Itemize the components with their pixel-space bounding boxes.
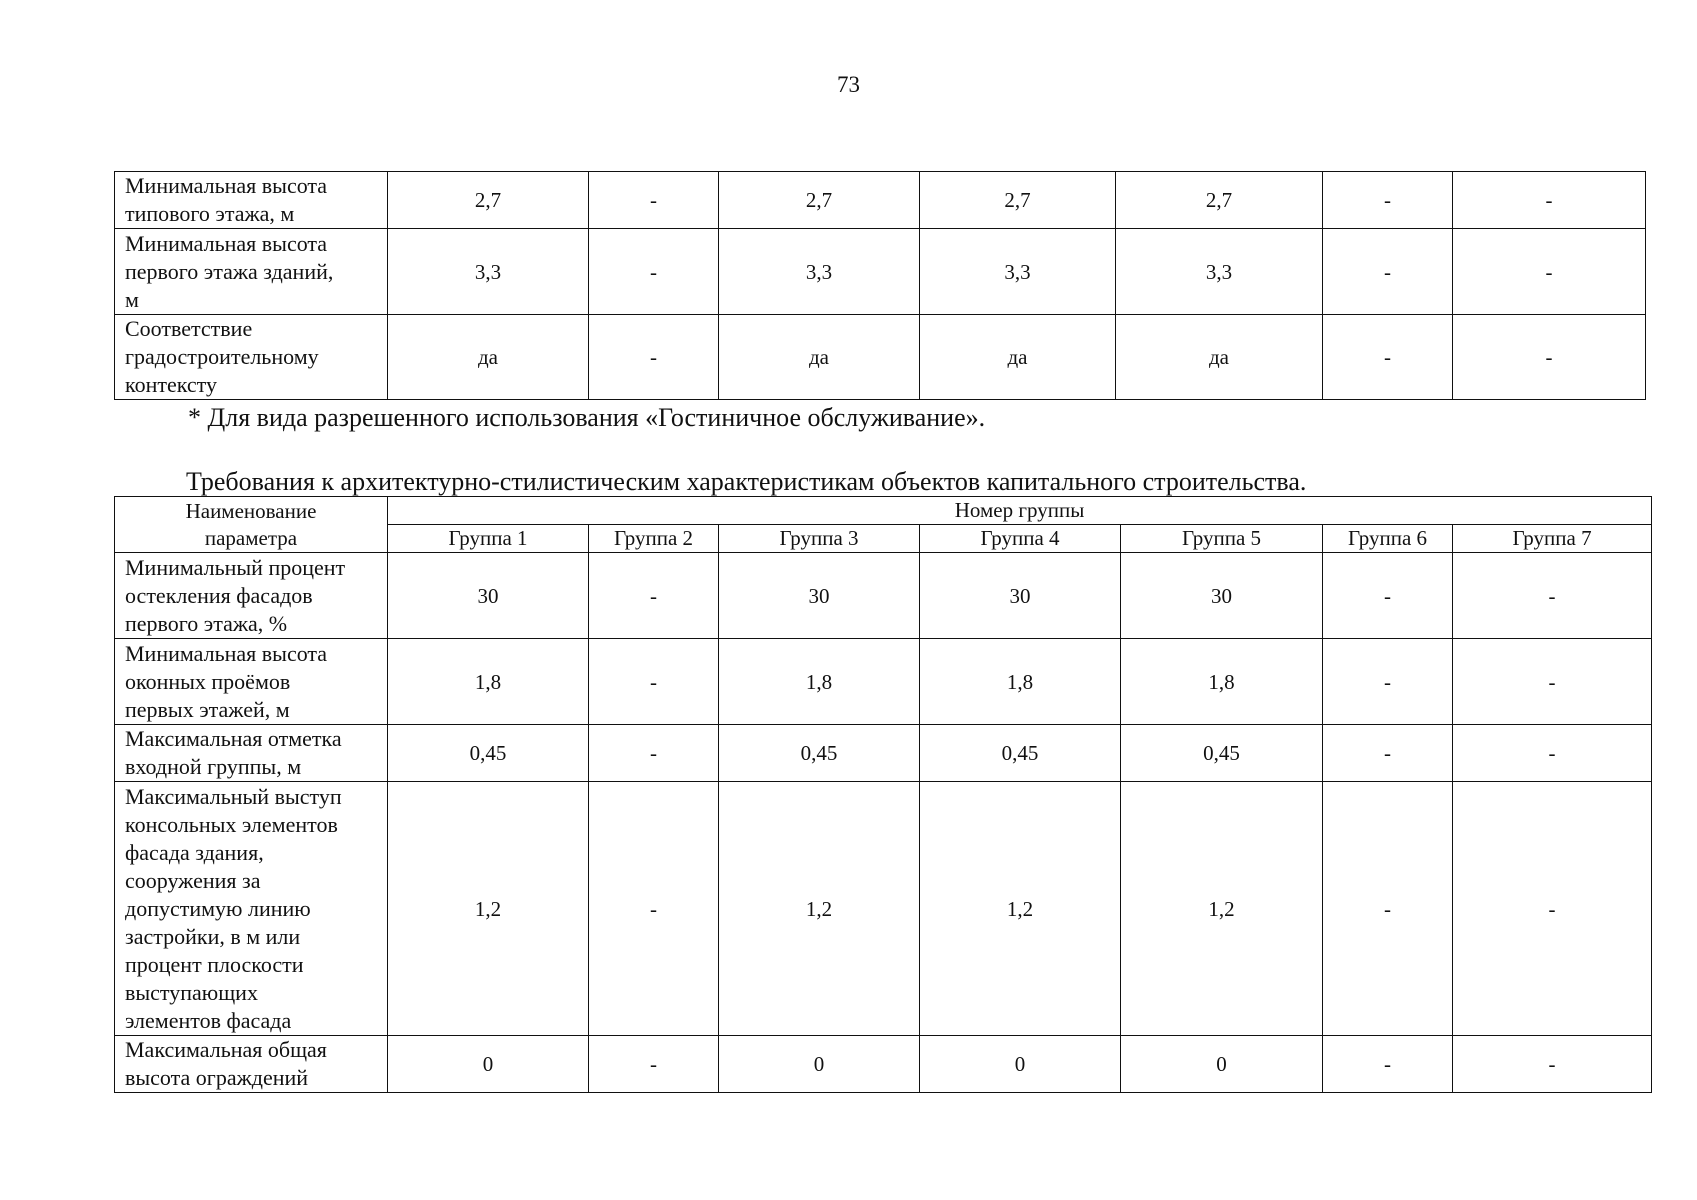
value-cell: 30	[388, 553, 589, 639]
group-header: Группа 4	[920, 525, 1121, 553]
param-line: оконных проёмов	[125, 668, 291, 694]
value-cell: -	[589, 639, 719, 725]
param-cell	[115, 553, 388, 639]
value-cell: -	[1323, 782, 1453, 1036]
param-line: Минимальная высота	[125, 640, 328, 666]
table-row	[115, 1036, 1652, 1093]
value-cell: -	[1453, 172, 1646, 229]
table-row	[115, 172, 1646, 229]
value-cell: -	[1453, 315, 1646, 400]
section-title: Требования к архитектурно-стилистическим характеристикам объектов капитального строительства.	[186, 467, 1307, 496]
param-line: Максимальная отметка	[125, 726, 342, 751]
group-header: Группа 3	[719, 525, 920, 553]
table-bottom	[114, 496, 1652, 1093]
param-line: фасада здания,	[125, 839, 264, 865]
value-cell: 3,3	[388, 229, 589, 315]
value-cell: -	[1323, 553, 1453, 639]
value-cell: -	[589, 172, 719, 229]
value-cell: 2,7	[1116, 172, 1323, 229]
value-cell: 1,8	[719, 639, 920, 725]
value-cell: да	[1116, 315, 1323, 400]
param-line: Минимальная высота	[125, 173, 328, 198]
value-cell: -	[589, 229, 719, 315]
group-number-header: Номер группы	[388, 497, 1652, 525]
param-line: Максимальный выступ	[125, 783, 342, 809]
param-header-line: параметра	[204, 525, 298, 550]
footnote: * Для вида разрешенного использования «Гостиничное обслуживание».	[188, 403, 986, 432]
value-cell: -	[589, 315, 719, 400]
value-cell: -	[1453, 1036, 1652, 1093]
param-line: первого этажа зданий,	[125, 258, 334, 284]
page-number: 73	[837, 72, 860, 97]
value-cell: 2,7	[920, 172, 1116, 229]
value-cell: 0	[1121, 1036, 1323, 1093]
param-line: элементов фасада	[125, 1007, 292, 1033]
group-header: Группа 6	[1323, 525, 1453, 553]
param-line: Минимальная высота	[125, 230, 328, 256]
param-line: сооружения за	[125, 867, 261, 893]
value-cell: -	[1323, 639, 1453, 725]
param-cell	[115, 639, 388, 725]
value-cell: -	[589, 782, 719, 1036]
value-cell: -	[1453, 639, 1652, 725]
group-header: Группа 7	[1453, 525, 1652, 553]
param-line: контексту	[125, 372, 217, 397]
value-cell: -	[1323, 725, 1453, 782]
param-cell	[115, 172, 388, 229]
value-cell: 0	[388, 1036, 589, 1093]
value-cell: 1,2	[1121, 782, 1323, 1036]
param-cell	[115, 782, 388, 1036]
value-cell: -	[1453, 725, 1652, 782]
param-line: Соответствие	[125, 316, 253, 341]
param-cell	[115, 725, 388, 782]
param-line: первых этажей, м	[125, 696, 290, 722]
value-cell: -	[1453, 782, 1652, 1036]
value-cell: 30	[920, 553, 1121, 639]
param-line: консольных элементов	[125, 811, 338, 837]
value-cell: 2,7	[388, 172, 589, 229]
value-cell: 0,45	[719, 725, 920, 782]
value-cell: -	[1323, 315, 1453, 400]
param-line: застройки, в м или	[125, 923, 301, 949]
value-cell: 1,2	[920, 782, 1121, 1036]
param-cell	[115, 315, 388, 400]
param-line: м	[125, 286, 139, 312]
param-header	[115, 497, 388, 553]
value-cell: -	[589, 725, 719, 782]
param-header-line: Наименование	[185, 498, 317, 523]
value-cell: 1,8	[920, 639, 1121, 725]
value-cell: 0	[920, 1036, 1121, 1093]
table-row	[115, 315, 1646, 400]
param-line: выступающих	[125, 979, 258, 1005]
param-line: Минимальный процент	[125, 554, 346, 580]
param-line: входной группы, м	[125, 754, 302, 779]
value-cell: 3,3	[719, 229, 920, 315]
value-cell: 0,45	[1121, 725, 1323, 782]
value-cell: -	[1323, 229, 1453, 315]
param-line: первого этажа, %	[125, 610, 288, 636]
value-cell: 3,3	[1116, 229, 1323, 315]
value-cell: да	[719, 315, 920, 400]
table-top	[114, 171, 1646, 400]
param-line: остекления фасадов	[125, 582, 313, 608]
value-cell: -	[1323, 1036, 1453, 1093]
param-line: высота ограждений	[125, 1065, 309, 1090]
param-line: типового этажа, м	[125, 201, 295, 226]
value-cell: 2,7	[719, 172, 920, 229]
table-row	[115, 553, 1652, 639]
param-line: градостроительному	[125, 344, 319, 369]
value-cell: 1,2	[388, 782, 589, 1036]
param-cell	[115, 229, 388, 315]
value-cell: -	[589, 1036, 719, 1093]
value-cell: да	[920, 315, 1116, 400]
value-cell: 0,45	[388, 725, 589, 782]
param-line: Максимальная общая	[125, 1037, 327, 1062]
value-cell: 1,8	[1121, 639, 1323, 725]
value-cell: 0	[719, 1036, 920, 1093]
value-cell: 1,8	[388, 639, 589, 725]
value-cell: 1,2	[719, 782, 920, 1036]
value-cell: 30	[719, 553, 920, 639]
param-cell	[115, 1036, 388, 1093]
table-row	[115, 782, 1652, 1036]
group-header: Группа 2	[589, 525, 719, 553]
param-line: допустимую линию	[125, 895, 311, 921]
value-cell: -	[1453, 553, 1652, 639]
table-row	[115, 229, 1646, 315]
param-line: процент плоскости	[125, 951, 304, 977]
value-cell: -	[1453, 229, 1646, 315]
value-cell: 30	[1121, 553, 1323, 639]
value-cell: -	[589, 553, 719, 639]
group-header: Группа 5	[1121, 525, 1323, 553]
value-cell: -	[1323, 172, 1453, 229]
group-header: Группа 1	[388, 525, 589, 553]
table-row	[115, 639, 1652, 725]
value-cell: да	[388, 315, 589, 400]
table-row	[115, 725, 1652, 782]
value-cell: 3,3	[920, 229, 1116, 315]
value-cell: 0,45	[920, 725, 1121, 782]
